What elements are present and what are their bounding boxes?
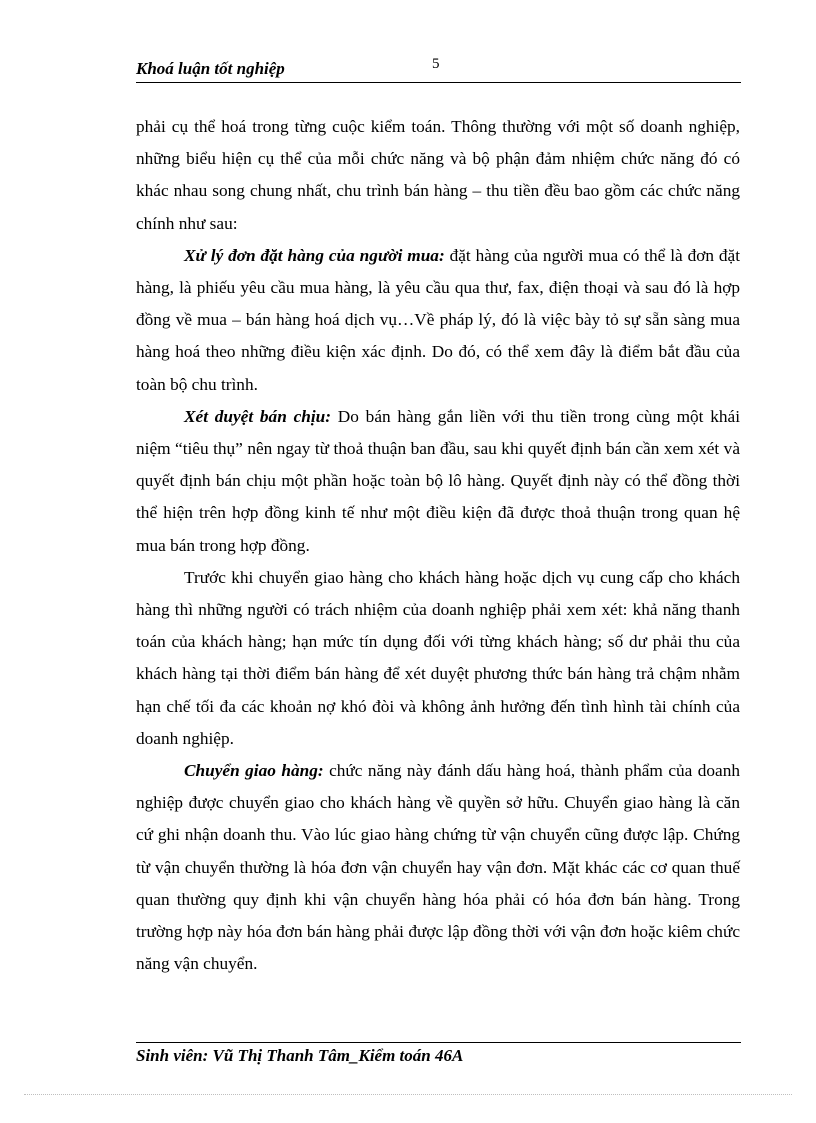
paragraph-intro-continuation bbox=[136, 111, 740, 240]
paragraph-text: phải cụ thể hoá trong từng cuộc kiểm toán. Thông thường với một số doanh nghiệp, những biểu hiện cụ thể của mỗi chức năng và bộ phận đảm nhiệm chức năng đó có khác nhau song chung nhất, chu trình bán hàng – thu tiền đều bao gồm các chức năng chính như sau: bbox=[136, 117, 740, 233]
paragraph-term: Xử lý đơn đặt hàng của người mua: bbox=[184, 245, 445, 265]
page-header bbox=[136, 55, 741, 83]
paragraph-text: đặt hàng của người mua có thể là đơn đặt hàng, là phiếu yêu cầu mua hàng, là yêu cầu qua thư, fax, điện thoại và sau đó là hợp đồng về mua – bán hàng hoá dịch vụ…Về pháp lý, đó là việc bày tỏ sự sẵn sàng mua hàng hoá theo những điều kiện xác định. Do đó, có thể xem đây là điểm bắt đầu của toàn bộ chu trình. bbox=[136, 245, 740, 394]
paragraph-text: Trước khi chuyển giao hàng cho khách hàng hoặc dịch vụ cung cấp cho khách hàng thì những người có trách nhiệm của doanh nghiệp phải xem xét: khả năng thanh toán của khách hàng; hạn mức tín dụng đối với từng khách hàng; số dư phải thu của khách hàng tại thời điểm bán hàng để xét duyệt phương thức bán hàng trả chậm nhằm hạn chế tối đa các khoản nợ khó đòi và không ảnh hưởng đến tình hình tài chính của doanh nghiệp. bbox=[136, 567, 740, 748]
paragraph-term: Xét duyệt bán chịu: bbox=[184, 406, 332, 426]
footer-author: Sinh viên: Vũ Thị Thanh Tâm_Kiểm toán 46A bbox=[136, 1046, 464, 1065]
paragraph-credit-approval bbox=[136, 401, 740, 562]
page-number: 5 bbox=[432, 56, 440, 72]
paragraph-customer-review bbox=[136, 562, 740, 755]
header-title: Khoá luận tốt nghiệp bbox=[136, 59, 285, 78]
document-body bbox=[136, 111, 740, 980]
page-bottom-divider bbox=[24, 1094, 792, 1095]
paragraph-text: chức năng này đánh dấu hàng hoá, thành phẩm của doanh nghiệp được chuyển giao cho khách hàng về quyền sở hữu. Chuyển giao hàng là căn cứ ghi nhận doanh thu. Vào lúc giao hàng chứng từ vận chuyển cũng được lập. Chứng từ vận chuyển thường là hóa đơn vận chuyển hay vận đơn. Mặt khác các cơ quan thuế quan thường quy định khi vận chuyển hàng hóa phải có hóa đơn bán hàng. Trong trường hợp này hóa đơn bán hàng phải được lập đồng thời với vận đơn hoặc kiêm chức năng vận chuyển. bbox=[136, 761, 740, 974]
paragraph-order-processing bbox=[136, 240, 740, 401]
page-footer bbox=[136, 1042, 741, 1065]
paragraph-goods-delivery bbox=[136, 755, 740, 980]
paragraph-text: Do bán hàng gắn liền với thu tiền trong cùng một khái niệm “tiêu thụ” nên ngay từ thoả thuận ban đầu, sau khi quyết định bán cần xem xét và quyết định bán chịu một phần hoặc toàn bộ lô hàng. Quyết định này có thể đồng thời thể hiện trên hợp đồng kinh tế như một điều kiện đã được thoả thuận trong quan hệ mua bán trong hợp đồng. bbox=[136, 406, 740, 555]
paragraph-term: Chuyển giao hàng: bbox=[184, 761, 324, 781]
